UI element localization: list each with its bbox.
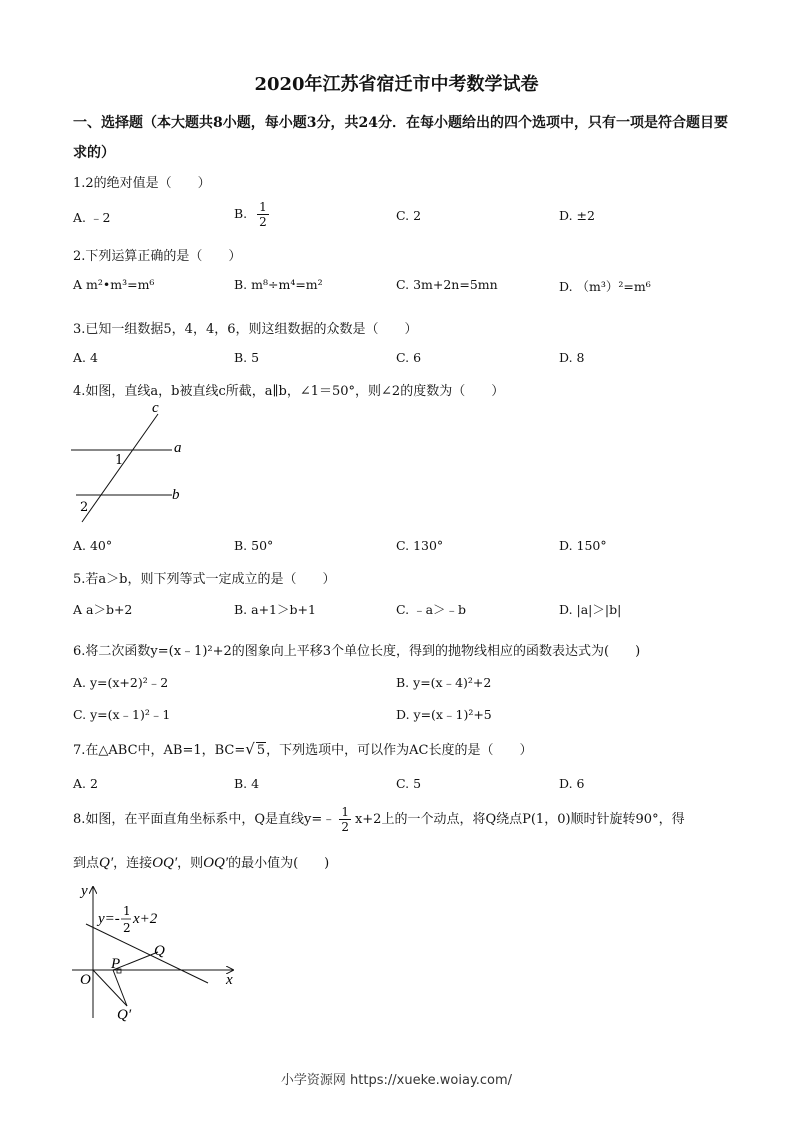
- q8-frac-den: 2: [341, 820, 349, 834]
- q1-b-numerator: 1: [259, 200, 267, 214]
- q8-stem-pre: 8.如图，在平面直角坐标系中，Q是直线y=﹣: [73, 812, 336, 827]
- q2-option-d: D. （m³）²=m⁶: [559, 279, 651, 294]
- label-b: b: [172, 487, 180, 503]
- page-title: 2020年江苏省宿迁市中考数学试卷: [254, 74, 539, 95]
- q1-option-b-label: B.: [234, 206, 248, 221]
- q8-stem-line2: [73, 852, 329, 872]
- label-eq-post: x+2: [133, 911, 158, 927]
- q4-option-d: D. 150°: [559, 538, 607, 553]
- q8-oqprime-2: OQ′: [203, 855, 229, 871]
- q2-option-a: A m²•m³=m⁶: [73, 277, 155, 292]
- q8-fraction: [339, 805, 351, 834]
- segment-oqprime: [93, 970, 127, 1006]
- q1-b-denominator: 2: [259, 215, 267, 229]
- label-eq-num: 1: [123, 904, 131, 918]
- label-c: c: [152, 400, 159, 416]
- q2-stem: 2.下列运算正确的是（ ）: [73, 249, 242, 264]
- q8-l2a: 到点: [73, 856, 100, 871]
- q1-option-c: C. 2: [396, 208, 422, 223]
- q2-option-b: B. m⁸÷m⁴=m²: [234, 277, 323, 292]
- q6-option-b: B. y=(x﹣4)²+2: [396, 675, 492, 690]
- q3-option-c: C. 6: [396, 350, 422, 365]
- q4-option-a: A. 40°: [73, 538, 113, 553]
- label-eq-pre: y=-: [98, 911, 120, 927]
- q1-stem: 1.2的绝对值是（ ）: [73, 176, 211, 191]
- label-p: P: [111, 956, 121, 972]
- label-a: a: [174, 440, 182, 456]
- label-o: O: [80, 972, 91, 988]
- segment-pqprime: [113, 970, 127, 1006]
- line-c: [82, 414, 158, 522]
- q5-option-a: A a＞b+2: [73, 602, 133, 617]
- q7-option-a: A. 2: [73, 776, 98, 791]
- footer-watermark: 小学资源网 https://xueke.woiay.com/: [280, 1073, 513, 1088]
- q1-option-d: D. ±2: [559, 208, 595, 223]
- q6-option-d: D. y=(x﹣1)²+5: [396, 707, 492, 722]
- q4-option-c: C. 130°: [396, 538, 444, 553]
- q3-stem: 3.已知一组数据5，4，4，6，则这组数据的众数是（ ）: [73, 322, 418, 337]
- label-angle-2: 2: [80, 500, 89, 515]
- q7-stem-pre: 7.在△ABC中，AB=1，BC=: [73, 743, 246, 758]
- section-heading: 一、选择题（本大题共8小题，每小题3分，共24分．在每小题给出的四个选项中，只有一项是符合题目要求的）: [73, 115, 728, 161]
- q8-qprime: Q′: [99, 855, 114, 871]
- q4-stem: 4.如图，直线a，b被直线c所截，a∥b，∠1＝50°，则∠2的度数为（ ）: [73, 384, 505, 399]
- q6-option-c: C. y=(x﹣1)²﹣1: [73, 707, 171, 722]
- label-q: Q: [154, 943, 165, 959]
- q7-option-b: B. 4: [234, 776, 260, 791]
- q1-option-b: [234, 200, 269, 229]
- q1-option-b-fraction: [257, 200, 269, 229]
- q4-figure: [68, 400, 198, 528]
- q8-figure: [68, 880, 248, 1025]
- q8-stem-line1: [73, 805, 685, 834]
- q8-stem-post: x+2上的一个动点，将Q绕点P(1，0)顺时针旋转90°，得: [354, 812, 685, 827]
- q3-option-d: D. 8: [559, 350, 585, 365]
- q8-l2d: 的最小值为( ): [228, 856, 330, 871]
- q8-oqprime: OQ′: [152, 855, 178, 871]
- q5-option-c: C. ﹣a＞﹣b: [396, 602, 467, 617]
- q8-l2c: ，则: [177, 856, 204, 871]
- q7-stem: 7.在△ABC中，AB=1，BC=√ 5，下列选项中，可以作为AC长度的是（ ）: [73, 740, 533, 758]
- label-eq-den: 2: [123, 921, 131, 935]
- label-y: y: [81, 883, 88, 899]
- line-l: [86, 924, 208, 983]
- q4-option-b: B. 50°: [234, 538, 274, 553]
- q5-option-d: D. |a|＞|b|: [559, 602, 622, 617]
- q7-option-c: C. 5: [396, 776, 422, 791]
- q2-option-c: C. 3m+2n=5mn: [396, 277, 498, 292]
- q6-option-a: A. y=(x+2)²﹣2: [73, 675, 169, 690]
- q7-option-d: D. 6: [559, 776, 585, 791]
- q8-frac-num: 1: [341, 805, 349, 819]
- q3-option-a: A. 4: [73, 350, 98, 365]
- q5-stem: 5.若a＞b，则下列等式一定成立的是（ ）: [73, 572, 336, 587]
- q8-l2b: ，连接: [113, 856, 153, 871]
- label-x: x: [226, 972, 233, 988]
- q7-stem-post: ，下列选项中，可以作为AC长度的是（ ）: [266, 743, 533, 758]
- q5-option-b: B. a+1＞b+1: [234, 602, 316, 617]
- q3-option-b: B. 5: [234, 350, 260, 365]
- q6-stem: 6.将二次函数y=(x﹣1)²+2的图象向上平移3个单位长度，得到的抛物线相应的函数表达式为( ): [73, 644, 641, 659]
- q1-option-a: A. ﹣2: [73, 210, 111, 225]
- label-angle-1: 1: [115, 453, 124, 468]
- label-qprime: Q′: [117, 1007, 132, 1023]
- q7-radicand: 5: [256, 743, 266, 758]
